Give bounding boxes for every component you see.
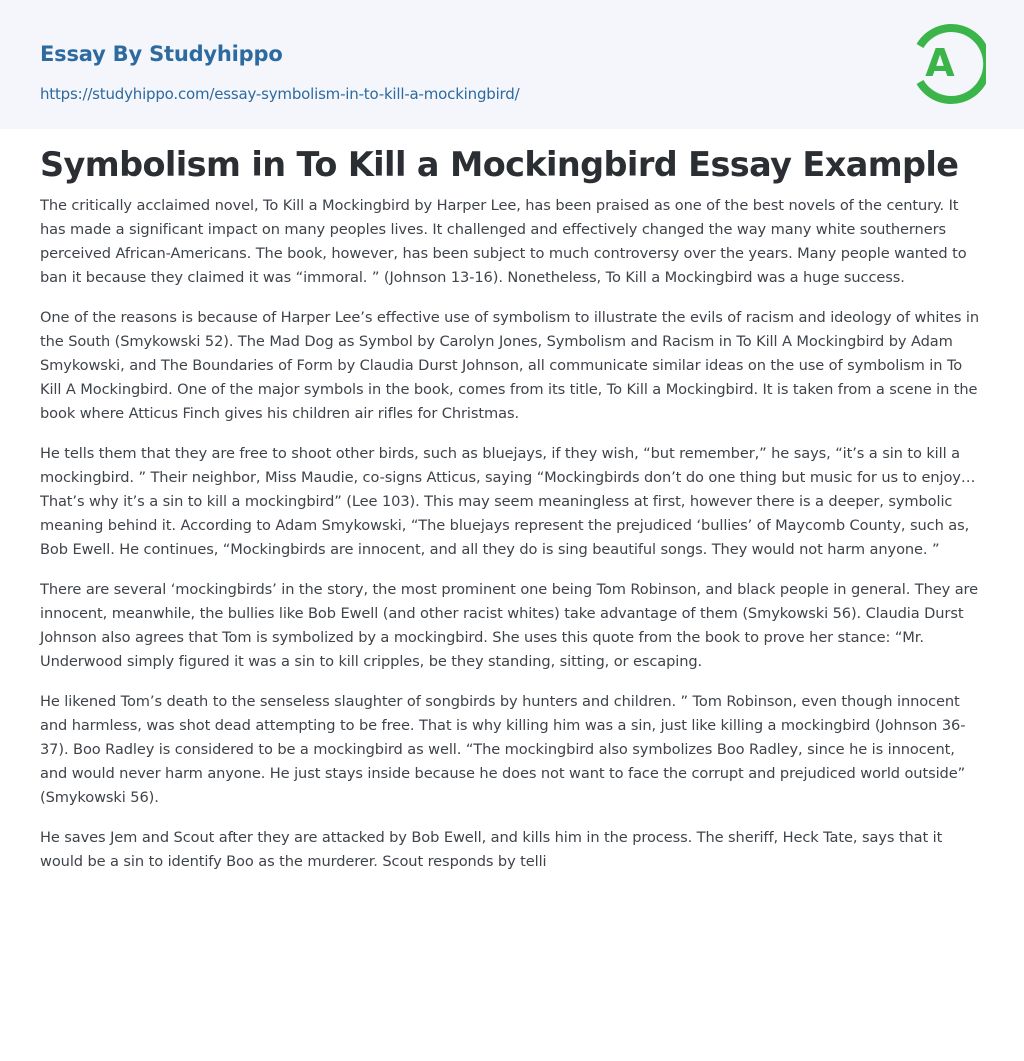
page-url-link[interactable]: https://studyhippo.com/essay-symbolism-in-to-kill-a-mockingbird/: [40, 85, 520, 103]
site-brand[interactable]: Essay By Studyhippo: [40, 42, 283, 66]
studyhippo-logo-icon[interactable]: [898, 20, 986, 108]
article-title: Symbolism in To Kill a Mockingbird Essay Example: [40, 145, 959, 184]
site-header: [0, 0, 1024, 129]
article-paragraph-1: The critically acclaimed novel, To Kill a Mockingbird by Harper Lee, has been praised as one of the best novels of the century. It has made a significant impact on many peoples lives. It challenged and effectively changed the way many white southerners perceived African-Americans. The book, however, has been subject to much controversy over the years. Many people wanted to ban it because they claimed it was “immoral. ” (Johnson 13-16). Nonetheless, To Kill a Mockingbird was a huge success.: [40, 197, 967, 286]
article-paragraph-6: He saves Jem and Scout after they are attacked by Bob Ewell, and kills him in the process. The sheriff, Heck Tate, says that it would be a sin to identify Boo as the murderer. Scout responds by telli: [40, 829, 943, 870]
article-paragraph-4: There are several ‘mockingbirds’ in the story, the most prominent one being Tom Robinson, and black people in general. They are innocent, meanwhile, the bullies like Bob Ewell (and other racist whites) take advantage of them (Smykowski 56). Claudia Durst Johnson also agrees that Tom is symbolized by a mockingbird. She uses this quote from the book to prove her stance: “Mr. Underwood simply figured it was a sin to kill cripples, be they standing, sitting, or escaping.: [40, 581, 979, 670]
logo-letter: A: [925, 41, 955, 85]
article-paragraph-3: He tells them that they are free to shoot other birds, such as bluejays, if they wish, “but remember,” he says, “it’s a sin to kill a mockingbird. ” Their neighbor, Miss Maudie, co-signs Atticus, saying “Mockingbirds don’t do one thing but music for us to enjoy… That’s why it’s a sin to kill a mockingbird” (Lee 103). This may seem meaningless at first, however there is a deeper, symbolic meaning behind it. According to Adam Smykowski, “The bluejays represent the prejudiced ‘bullies’ of Maycomb County, such as, Bob Ewell. He continues, “Mockingbirds are innocent, and all they do is sing beautiful songs. They would not harm anyone. ”: [40, 445, 976, 558]
article: [0, 145, 1024, 874]
article-paragraph-2: One of the reasons is because of Harper Lee’s effective use of symbolism to illustrate the evils of racism and ideology of whites in the South (Smykowski 52). The Mad Dog as Symbol by Carolyn Jones, Symbolism and Racism in To Kill A Mockingbird by Adam Smykowski, and The Boundaries of Form by Claudia Durst Johnson, all communicate similar ideas on the use of symbolism in To Kill A Mockingbird. One of the major symbols in the book, comes from its title, To Kill a Mockingbird. It is taken from a scene in the book where Atticus Finch gives his children air rifles for Christmas.: [40, 309, 980, 422]
article-paragraph-5: He likened Tom’s death to the senseless slaughter of songbirds by hunters and children. ” Tom Robinson, even though innocent and harmless, was shot dead attempting to be free. That is why killing him was a sin, just like killing a mockingbird (Johnson 36-37). Boo Radley is considered to be a mockingbird as well. “The mockingbird also symbolizes Boo Radley, since he is innocent, and would never harm anyone. He just stays inside because he does not want to face the corrupt and prejudiced world outside” (Smykowski 56).: [40, 693, 966, 806]
logo-svg: [898, 20, 986, 108]
